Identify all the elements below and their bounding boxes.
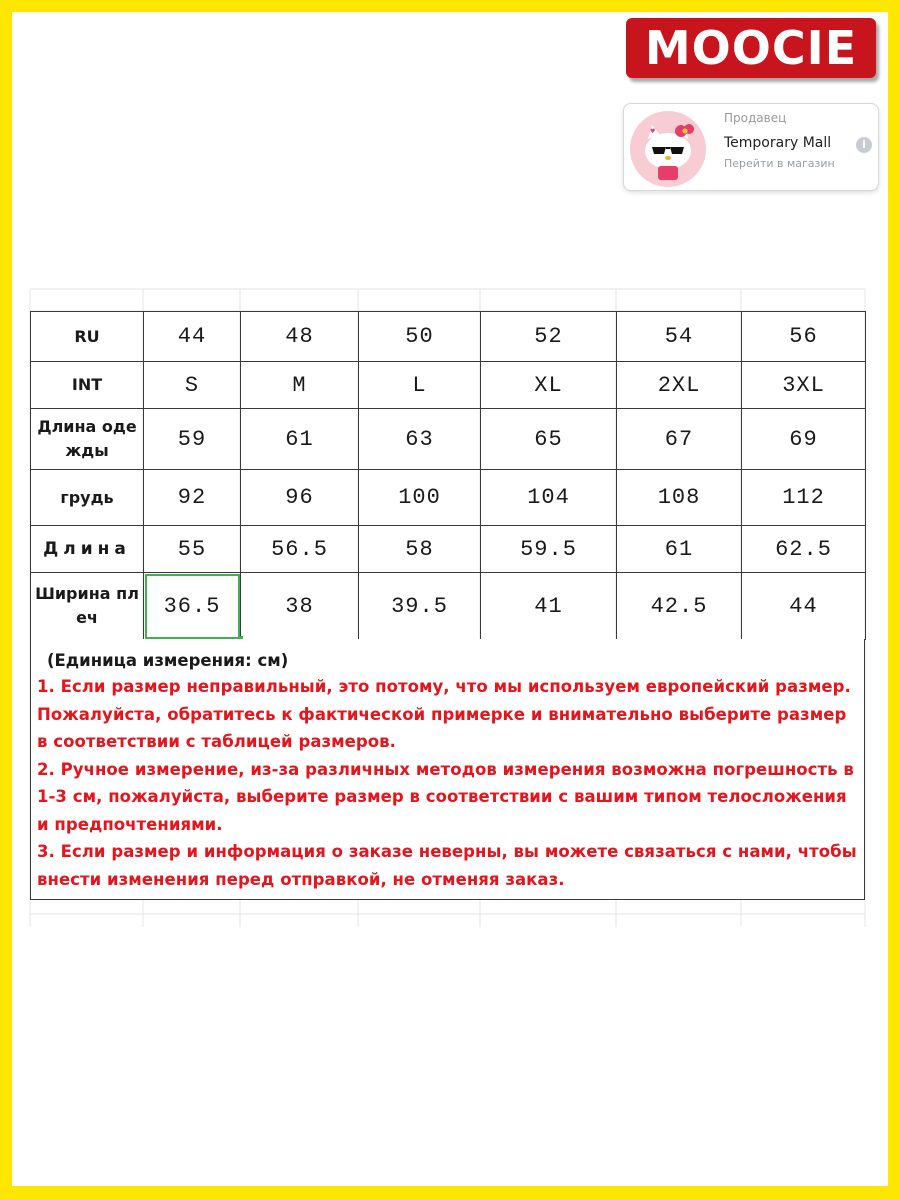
page-canvas xyxy=(12,12,888,1186)
table-row-int xyxy=(31,362,866,409)
table-cell: 100 xyxy=(359,470,481,526)
info-icon[interactable]: i xyxy=(856,137,872,153)
row-header: Длина xyxy=(31,526,144,573)
table-cell: 44 xyxy=(144,312,241,362)
table-cell: 41 xyxy=(481,573,617,640)
table-cell: 54 xyxy=(617,312,742,362)
table-cell: 58 xyxy=(359,526,481,573)
seller-caption: Продавец xyxy=(724,111,787,125)
table-cell: 42.5 xyxy=(617,573,742,640)
table-cell: 96 xyxy=(241,470,359,526)
table-cell: M xyxy=(241,362,359,409)
table-row-ru xyxy=(31,312,866,362)
table-cell: 2XL xyxy=(617,362,742,409)
table-cell: 38 xyxy=(241,573,359,640)
table-row-chest xyxy=(31,470,866,526)
table-cell: 92 xyxy=(144,470,241,526)
table-cell: S xyxy=(144,362,241,409)
table-cell: 50 xyxy=(359,312,481,362)
row-header: грудь xyxy=(31,470,144,526)
kitty-cat-icon xyxy=(630,111,706,187)
table-cell: L xyxy=(359,362,481,409)
row-header: INT xyxy=(31,362,144,409)
table-cell: 55 xyxy=(144,526,241,573)
brand-name: MOOCIE xyxy=(644,21,858,75)
go-to-store-link[interactable]: Перейти в магазин xyxy=(724,157,835,170)
table-cell: XL xyxy=(481,362,617,409)
size-chart-table xyxy=(30,311,866,640)
row-header: Ширина пл еч xyxy=(31,573,144,640)
table-cell: 39.5 xyxy=(359,573,481,640)
unit-note: (Единица измерения: см) xyxy=(47,651,289,670)
table-cell: 56.5 xyxy=(241,526,359,573)
table-cell: 56 xyxy=(742,312,866,362)
table-cell: 44 xyxy=(742,573,866,640)
table-cell: 59.5 xyxy=(481,526,617,573)
selected-cell[interactable]: 36.5 xyxy=(144,573,241,640)
table-row-length xyxy=(31,526,866,573)
table-cell: 104 xyxy=(481,470,617,526)
svg-text:♥: ♥ xyxy=(650,128,656,135)
seller-name[interactable]: Temporary Mall xyxy=(724,135,832,151)
table-row-garment-length xyxy=(31,409,866,470)
table-cell: 63 xyxy=(359,409,481,470)
table-cell: 52 xyxy=(481,312,617,362)
seller-card[interactable] xyxy=(623,103,879,191)
table-row-shoulder-width xyxy=(31,573,866,640)
table-cell: 108 xyxy=(617,470,742,526)
note-item: 2. Ручное измерение, из-за различных методов измерения возможна погрешность в 1-3 см, пожалуйста, выберите размер в соответствии с вашим типом телосложения и предпочтениями. xyxy=(37,759,854,834)
table-cell: 112 xyxy=(742,470,866,526)
table-cell: 61 xyxy=(241,409,359,470)
table-cell: 62.5 xyxy=(742,526,866,573)
table-cell: 65 xyxy=(481,409,617,470)
row-header: RU xyxy=(31,312,144,362)
table-cell: 59 xyxy=(144,409,241,470)
row-header: Длина оде жды xyxy=(31,409,144,470)
note-item: 1. Если размер неправильный, это потому, что мы используем европейский размер. Пожалуйста, обратитесь к фактической примерке и внимательно выберите размер в соответствии с таблицей размеров. xyxy=(37,677,851,751)
note-item: 3. Если размер и информация о заказе неверны, вы можете связаться с нами, чтобы внести изменения перед отправкой, не отменяя заказ. xyxy=(37,842,857,889)
table-cell: 61 xyxy=(617,526,742,573)
seller-avatar[interactable] xyxy=(630,111,706,187)
table-cell: 48 xyxy=(241,312,359,362)
table-cell: 67 xyxy=(617,409,742,470)
table-cell: 69 xyxy=(742,409,866,470)
notes-box xyxy=(30,639,865,900)
brand-logo xyxy=(626,18,876,78)
table-cell: 3XL xyxy=(742,362,866,409)
